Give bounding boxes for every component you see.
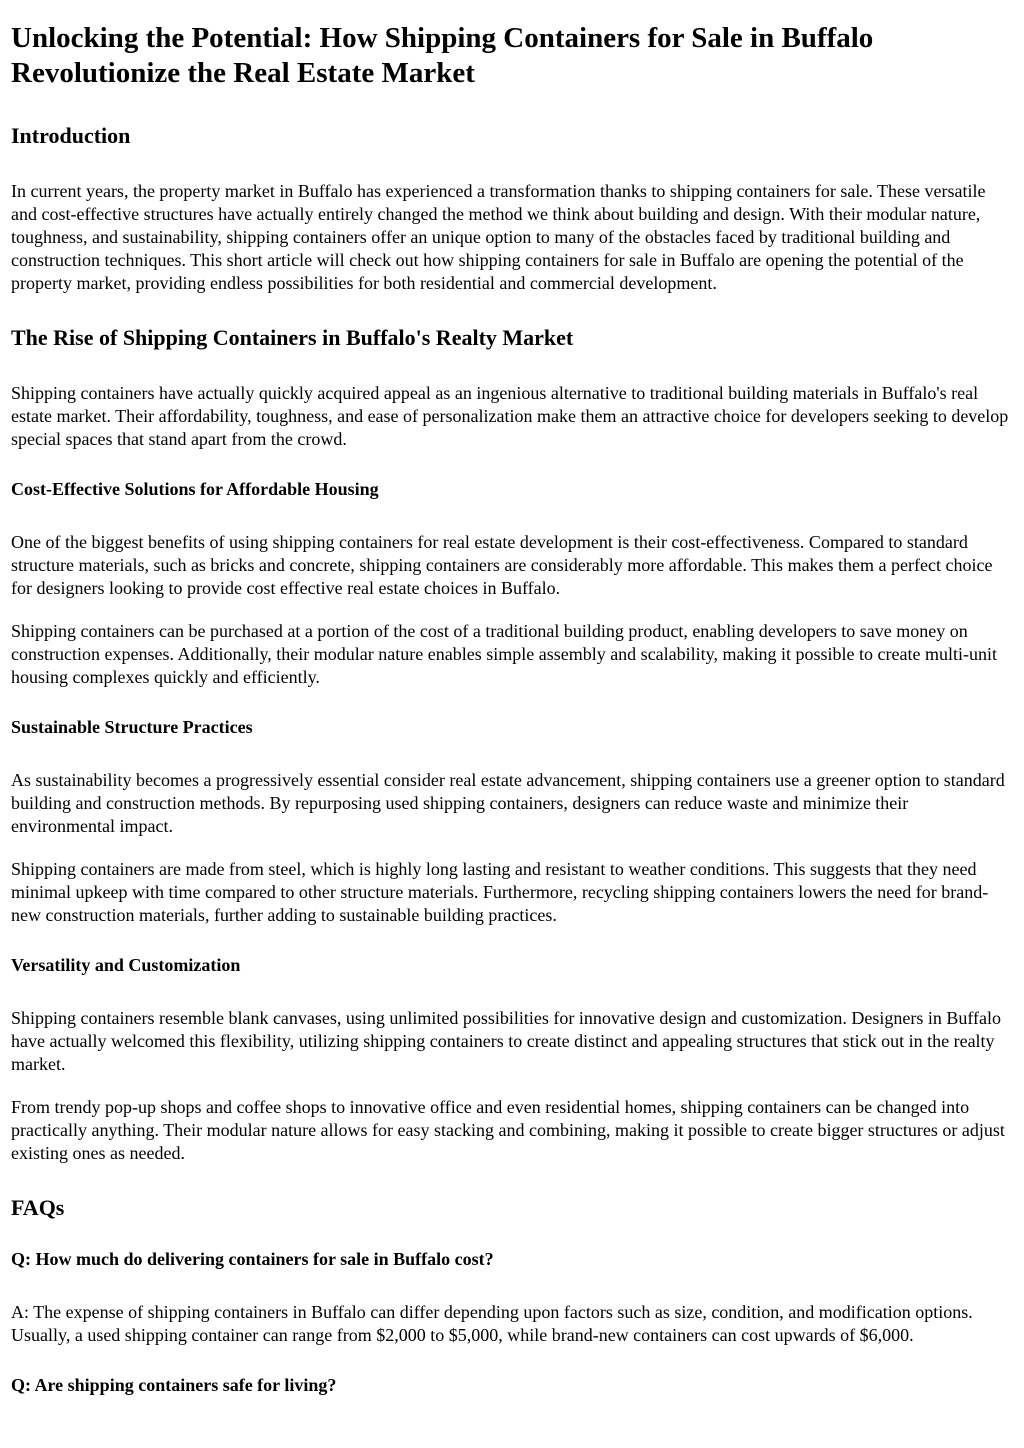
subsection-heading-versatility: Versatility and Customization: [11, 955, 241, 975]
section-heading-rise: The Rise of Shipping Containers in Buffalo's Realty Market: [11, 325, 574, 350]
introduction-paragraph: In current years, the property market in Buffalo has experienced a transformation thanks to shipping containers for sale. These versatile and cost-effective structures have actually entirely changed the method we think about building and design. With their modular nature, toughness, and sustainability, shipping containers offer an unique option to many of the obstacles faced by traditional building and construction techniques. This short article will check out how shipping containers for sale in Buffalo are opening the potential of the property market, providing endless possibilities for both residential and commercial development.: [11, 181, 986, 293]
cost-paragraph-1: One of the biggest benefits of using shipping containers for real estate development is their cost-effectiveness. Compared to standard structure materials, such as bricks and concrete, shipping containers are considerably more affordable. This makes them a perfect choice for designers looking to provide cost effective real estate choices in Buffalo.: [11, 532, 993, 598]
section-heading-faqs: FAQs: [11, 1195, 65, 1220]
subsection-heading-sustainable: Sustainable Structure Practices: [11, 717, 253, 737]
faq-answer-1: A: The expense of shipping containers in Buffalo can differ depending upon factors such as size, condition, and modification options. Usually, a used shipping container can range from $2,000 to $5,000, while brand-new containers can cost upwards of $6,000.: [11, 1302, 973, 1345]
subsection-heading-cost: Cost-Effective Solutions for Affordable Housing: [11, 479, 379, 499]
sustainable-paragraph-1: As sustainability becomes a progressively essential consider real estate advancement, shipping containers use a greener option to standard building and construction methods. By repurposing used shipping containers, designers can reduce waste and minimize their environmental impact.: [11, 770, 1005, 836]
page-title: Unlocking the Potential: How Shipping Containers for Sale in Buffalo Revolutionize the Real Estate Market: [11, 22, 874, 89]
versatility-paragraph-1: Shipping containers resemble blank canvases, using unlimited possibilities for innovative design and customization. Designers in Buffalo have actually welcomed this flexibility, utilizing shipping containers to create distinct and appealing structures that stick out in the realty market.: [11, 1008, 1001, 1074]
faq-question-2: Q: Are shipping containers safe for living?: [11, 1375, 337, 1395]
faq-question-1: Q: How much do delivering containers for sale in Buffalo cost?: [11, 1249, 494, 1269]
sustainable-paragraph-2: Shipping containers are made from steel, which is highly long lasting and resistant to weather conditions. This suggests that they need minimal upkeep with time compared to other structure materials. Furthermore, recycling shipping containers lowers the need for brand-new construction materials, further adding to sustainable building practices.: [11, 859, 989, 925]
cost-paragraph-2: Shipping containers can be purchased at a portion of the cost of a traditional building product, enabling developers to save money on construction expenses. Additionally, their modular nature enables simple assembly and scalability, making it possible to create multi-unit housing complexes quickly and efficiently.: [11, 621, 997, 687]
versatility-paragraph-2: From trendy pop-up shops and coffee shops to innovative office and even residential homes, shipping containers can be changed into practically anything. Their modular nature allows for easy stacking and combining, making it possible to create bigger structures or adjust existing ones as needed.: [11, 1097, 1005, 1163]
section-heading-introduction: Introduction: [11, 123, 131, 148]
rise-paragraph: Shipping containers have actually quickly acquired appeal as an ingenious alternative to traditional building materials in Buffalo's real estate market. Their affordability, toughness, and ease of personalization make them an attractive choice for developers seeking to develop special spaces that stand apart from the crowd.: [11, 383, 1009, 449]
